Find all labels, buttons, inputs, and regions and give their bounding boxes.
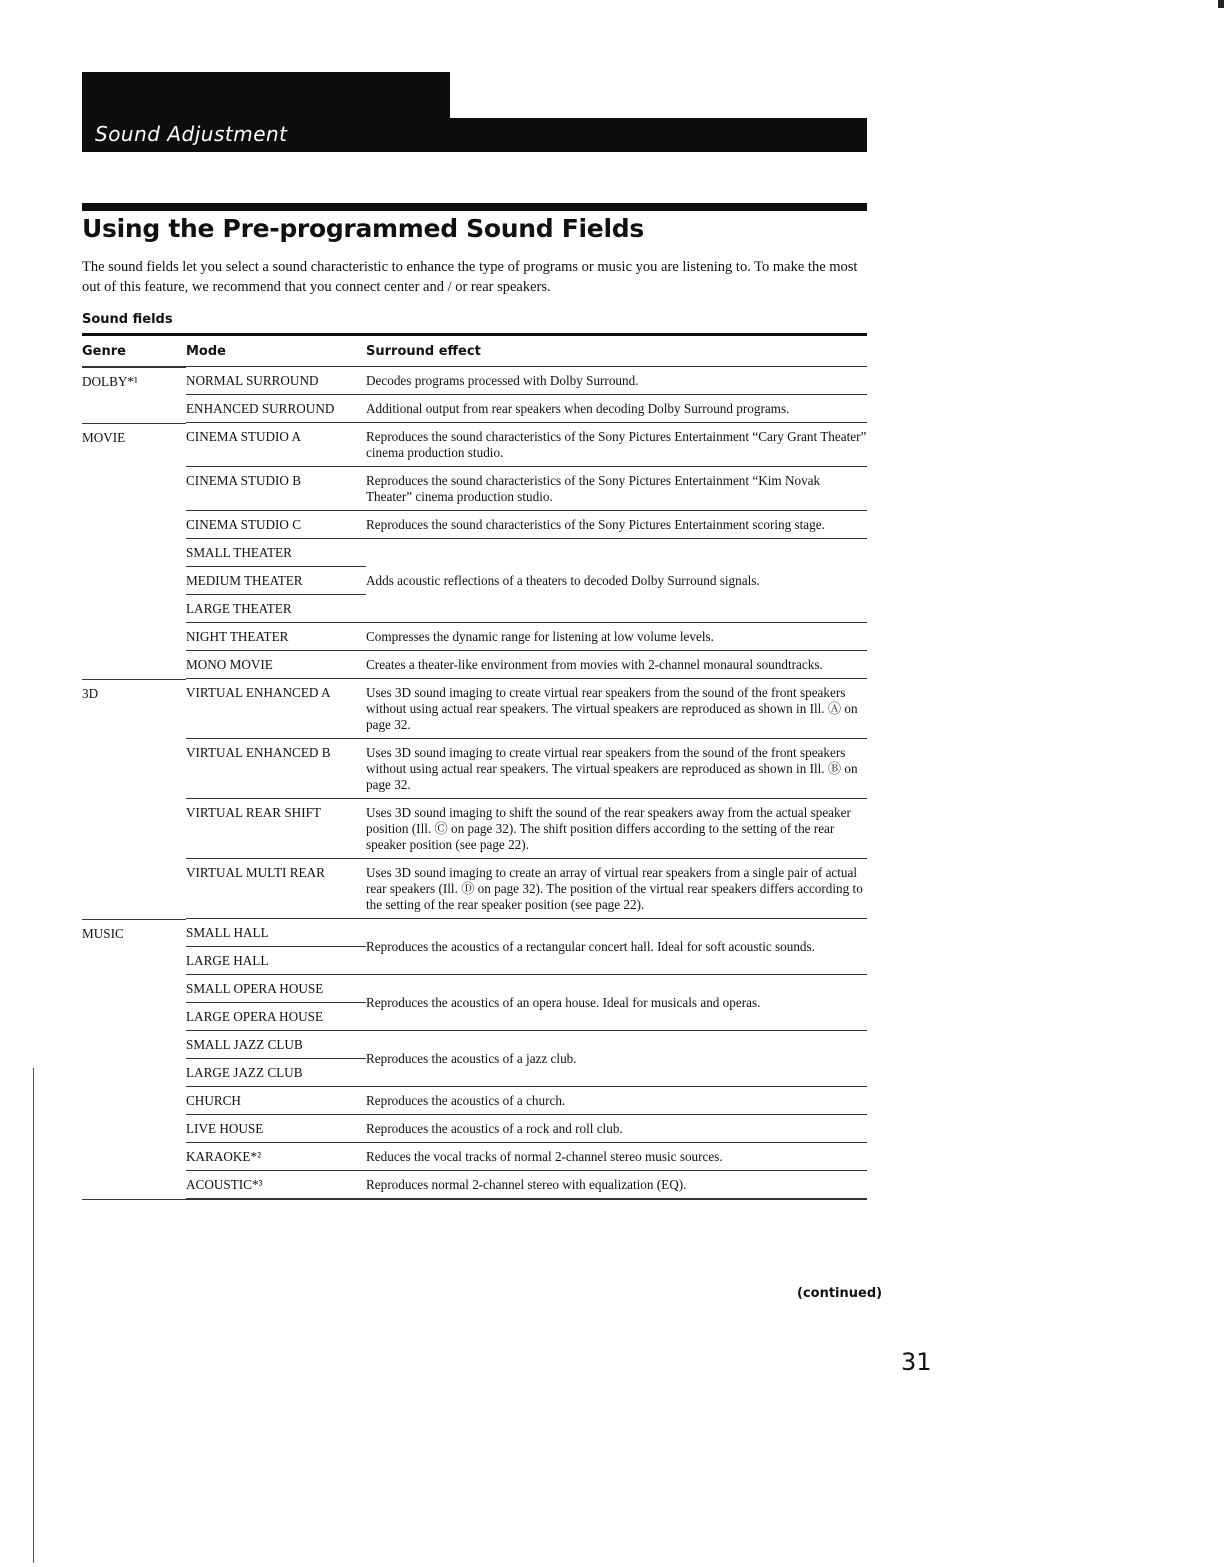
mode-cell: LARGE OPERA HOUSE xyxy=(186,1003,366,1031)
mode-cell: CINEMA STUDIO B xyxy=(186,467,366,511)
effect-cell: Reproduces the acoustics of a jazz club. xyxy=(366,1031,867,1087)
margin-line xyxy=(33,1068,34,1563)
table-row xyxy=(82,1087,867,1115)
header-title: Sound Adjustment xyxy=(95,122,288,146)
table-row xyxy=(82,511,867,539)
mode-cell: SMALL THEATER xyxy=(186,539,366,567)
table-header xyxy=(82,333,867,367)
genre-cell xyxy=(82,1143,186,1171)
table-row xyxy=(82,1143,867,1171)
effect-cell: Uses 3D sound imaging to create virtual rear speakers from the sound of the front speakers without using actual rear speakers. The virtual speakers are reproduced as shown in Ill. Ⓑ on page 32. xyxy=(366,739,867,799)
genre-cell xyxy=(82,511,186,539)
effect-cell: Reduces the vocal tracks of normal 2-channel stereo music sources. xyxy=(366,1143,867,1171)
effect-cell: Uses 3D sound imaging to create virtual rear speakers from the sound of the front speakers without using actual rear speakers. The virtual speakers are reproduced as shown in Ill. Ⓐ on page 32. xyxy=(366,679,867,739)
mode-cell: NORMAL SURROUND xyxy=(186,367,366,395)
table-row xyxy=(82,1115,867,1143)
genre-cell xyxy=(82,799,186,859)
mode-cell: VIRTUAL MULTI REAR xyxy=(186,859,366,919)
effect-cell: Decodes programs processed with Dolby Surround. xyxy=(366,367,867,395)
mode-cell: LARGE HALL xyxy=(186,947,366,975)
genre-cell xyxy=(82,1171,186,1199)
mode-cell: SMALL JAZZ CLUB xyxy=(186,1031,366,1059)
table-row xyxy=(82,1171,867,1199)
table-row xyxy=(82,539,867,623)
effect-cell: Reproduces the acoustics of a church. xyxy=(366,1087,867,1115)
table-row xyxy=(82,739,867,799)
table-row xyxy=(82,679,867,739)
genre-cell: DOLBY*¹ xyxy=(82,367,186,395)
effect-cell: Additional output from rear speakers when decoding Dolby Surround programs. xyxy=(366,395,867,423)
genre-cell: MUSIC xyxy=(82,919,186,975)
effect-cell: Reproduces the sound characteristics of the Sony Pictures Entertainment “Cary Grant Theater” cinema production studio. xyxy=(366,423,867,467)
genre-cell xyxy=(82,395,186,423)
mode-cell: VIRTUAL REAR SHIFT xyxy=(186,799,366,859)
table-row xyxy=(82,651,867,679)
effect-cell: Uses 3D sound imaging to create an array of virtual rear speakers from a single pair of actual rear speakers (Ill. Ⓓ on page 32). The position of the virtual rear speakers differs according to the setting of the rear speaker position (see page 22). xyxy=(366,859,867,919)
table-row xyxy=(82,919,867,975)
genre-cell xyxy=(82,975,186,1031)
mode-cell: SMALL HALL xyxy=(186,919,366,947)
effect-cell: Reproduces the acoustics of a rectangular concert hall. Ideal for soft acoustic sounds. xyxy=(366,919,867,975)
table-row xyxy=(82,799,867,859)
genre-cell xyxy=(82,1115,186,1143)
mode-cell: ACOUSTIC*³ xyxy=(186,1171,366,1199)
effect-cell: Reproduces the sound characteristics of the Sony Pictures Entertainment “Kim Novak Theater” cinema production studio. xyxy=(366,467,867,511)
effect-cell: Compresses the dynamic range for listening at low volume levels. xyxy=(366,623,867,651)
mode-cell: CHURCH xyxy=(186,1087,366,1115)
genre-cell xyxy=(82,467,186,511)
effect-cell: Reproduces the sound characteristics of the Sony Pictures Entertainment scoring stage. xyxy=(366,511,867,539)
genre-cell xyxy=(82,1087,186,1115)
table-row xyxy=(82,467,867,511)
genre-cell xyxy=(82,651,186,679)
effect-cell: Creates a theater-like environment from movies with 2-channel monaural soundtracks. xyxy=(366,651,867,679)
genre-cell xyxy=(82,739,186,799)
mode-cell: VIRTUAL ENHANCED A xyxy=(186,679,366,739)
header-genre: Genre xyxy=(82,343,126,359)
mode-cell: LARGE JAZZ CLUB xyxy=(186,1059,366,1087)
genre-cell: MOVIE xyxy=(82,423,186,467)
mode-cell: NIGHT THEATER xyxy=(186,623,366,651)
genre-cell xyxy=(82,623,186,651)
table-row xyxy=(82,423,867,467)
table-body xyxy=(82,367,867,1199)
effect-cell: Adds acoustic reflections of a theaters to decoded Dolby Surround signals. xyxy=(366,539,867,623)
genre-cell: 3D xyxy=(82,679,186,739)
header-mode: Mode xyxy=(186,343,226,359)
mode-cell: MEDIUM THEATER xyxy=(186,567,366,595)
effect-cell: Reproduces the acoustics of an opera house. Ideal for musicals and operas. xyxy=(366,975,867,1031)
mode-cell: SMALL OPERA HOUSE xyxy=(186,975,366,1003)
mode-cell: LARGE THEATER xyxy=(186,595,366,623)
effect-cell: Reproduces the acoustics of a rock and roll club. xyxy=(366,1115,867,1143)
mode-cell: CINEMA STUDIO C xyxy=(186,511,366,539)
genre-cell xyxy=(82,1031,186,1087)
sound-fields-subhead: Sound fields xyxy=(82,312,173,327)
title-rule xyxy=(82,203,867,211)
genre-cell xyxy=(82,539,186,623)
sound-fields-table xyxy=(82,333,867,1200)
table-row xyxy=(82,395,867,423)
continued-label: (continued) xyxy=(797,1286,883,1301)
mode-cell: LIVE HOUSE xyxy=(186,1115,366,1143)
table-row xyxy=(82,1031,867,1087)
table-row xyxy=(82,975,867,1031)
mode-cell: MONO MOVIE xyxy=(186,651,366,679)
table-row xyxy=(82,859,867,919)
page-title: Using the Pre-programmed Sound Fields xyxy=(82,214,644,243)
table-row xyxy=(82,367,867,395)
header-effect: Surround effect xyxy=(366,343,481,359)
mode-cell: ENHANCED SURROUND xyxy=(186,395,366,423)
mode-cell: CINEMA STUDIO A xyxy=(186,423,366,467)
genre-cell xyxy=(82,859,186,919)
mode-cell: KARAOKE*² xyxy=(186,1143,366,1171)
mode-cell: VIRTUAL ENHANCED B xyxy=(186,739,366,799)
page-number: 31 xyxy=(901,1348,932,1376)
corner-mark xyxy=(1218,0,1224,8)
effect-cell: Uses 3D sound imaging to shift the sound of the rear speakers away from the actual speaker position (Ill. Ⓒ on page 32). The shift position differs according to the setting of the rear speaker position (see page 22). xyxy=(366,799,867,859)
effect-cell: Reproduces normal 2-channel stereo with equalization (EQ). xyxy=(366,1171,867,1199)
table-bottom-rule xyxy=(82,1199,867,1200)
intro-paragraph: The sound fields let you select a sound characteristic to enhance the type of programs or music you are listening to. To make the most out of this feature, we recommend that you connect center and / or rear speakers. xyxy=(82,259,858,295)
table-row xyxy=(82,623,867,651)
